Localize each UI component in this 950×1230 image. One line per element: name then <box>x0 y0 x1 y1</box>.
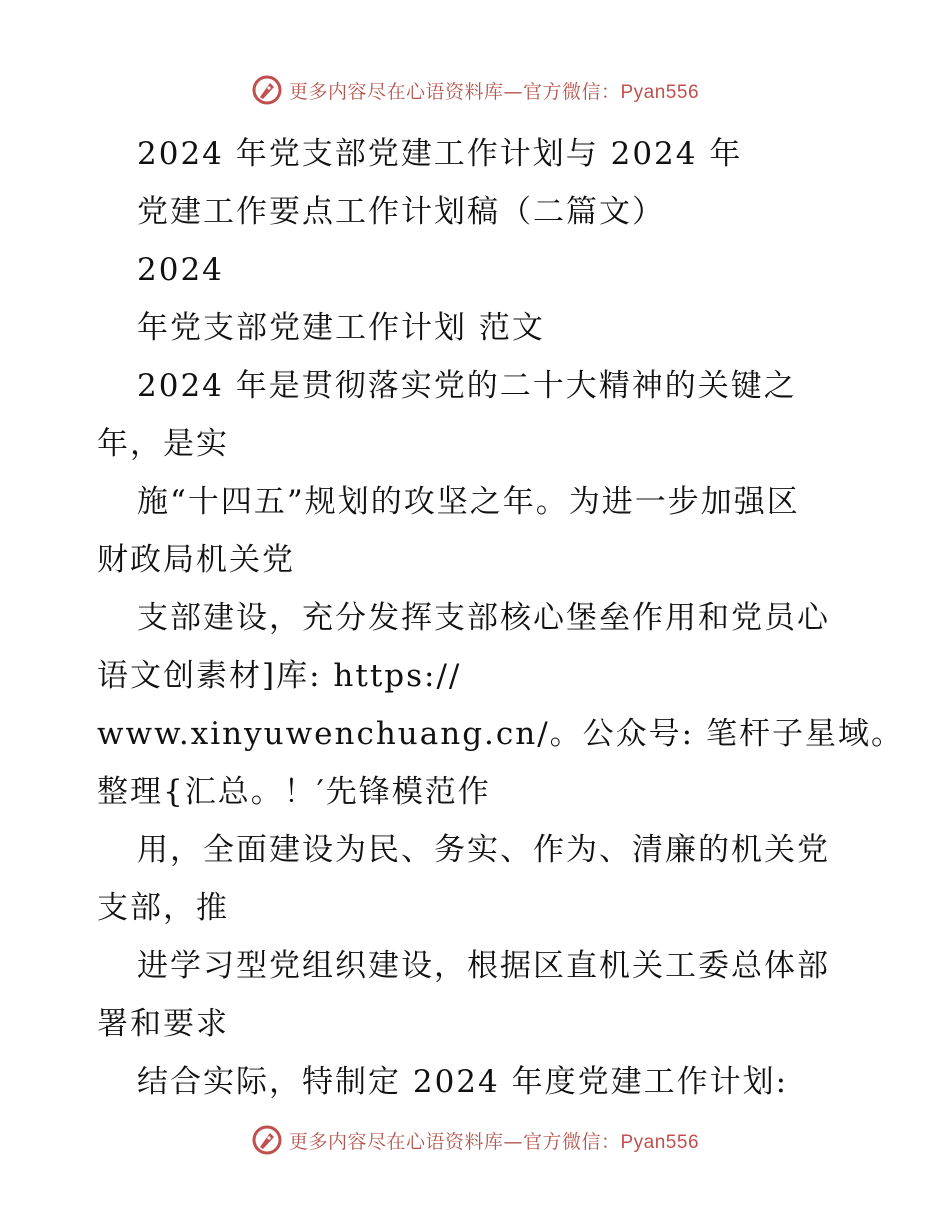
title-line-1: 2024 年党支部党建工作计划与 2024 年 <box>137 136 743 172</box>
paragraph-line: 2024 年是贯彻落实党的二十大精神的关键之 <box>137 368 797 404</box>
subtitle-year: 2024 <box>137 252 224 288</box>
subtitle-heading: 年党支部党建工作计划 范文 <box>137 310 545 346</box>
document-body <box>97 125 904 1111</box>
watermark-text: 更多内容尽在心语资料库—官方微信：Pyan556 <box>288 1130 700 1153</box>
paragraph-line: 署和要求 <box>97 1006 229 1042</box>
paragraph-line: 语文创素材]库: https:// <box>97 658 462 694</box>
paragraph-line: www.xinyuwenchuang.cn/。公众号: 笔杆子星域。 <box>97 716 904 752</box>
paragraph-line: 年，是实 <box>97 426 229 462</box>
header-watermark <box>0 72 950 108</box>
title-line-2: 党建工作要点工作计划稿（二篇文） <box>137 194 665 230</box>
paragraph-line: 施“十四五”规划的攻坚之年。为进一步加强区 <box>137 484 800 520</box>
paragraph-line: 结合实际，特制定 2024 年度党建工作计划: <box>137 1064 789 1100</box>
paragraph-line: 支部建设，充分发挥支部核心堡垒作用和党员心 <box>137 600 830 636</box>
pen-nib-circle-icon <box>251 74 283 106</box>
paragraph-line: 整理{汇总。！′先锋模范作 <box>97 774 491 810</box>
paragraph-line: 进学习型党组织建设，根据区直机关工委总体部 <box>137 948 830 984</box>
footer-watermark <box>0 1122 950 1158</box>
pen-nib-circle-icon <box>251 1124 283 1156</box>
paragraph-line: 支部，推 <box>97 890 229 926</box>
paragraph-line: 财政局机关党 <box>97 542 295 578</box>
paragraph-line: 用，全面建设为民、务实、作为、清廉的机关党 <box>137 832 830 868</box>
watermark-text: 更多内容尽在心语资料库—官方微信：Pyan556 <box>288 80 700 103</box>
